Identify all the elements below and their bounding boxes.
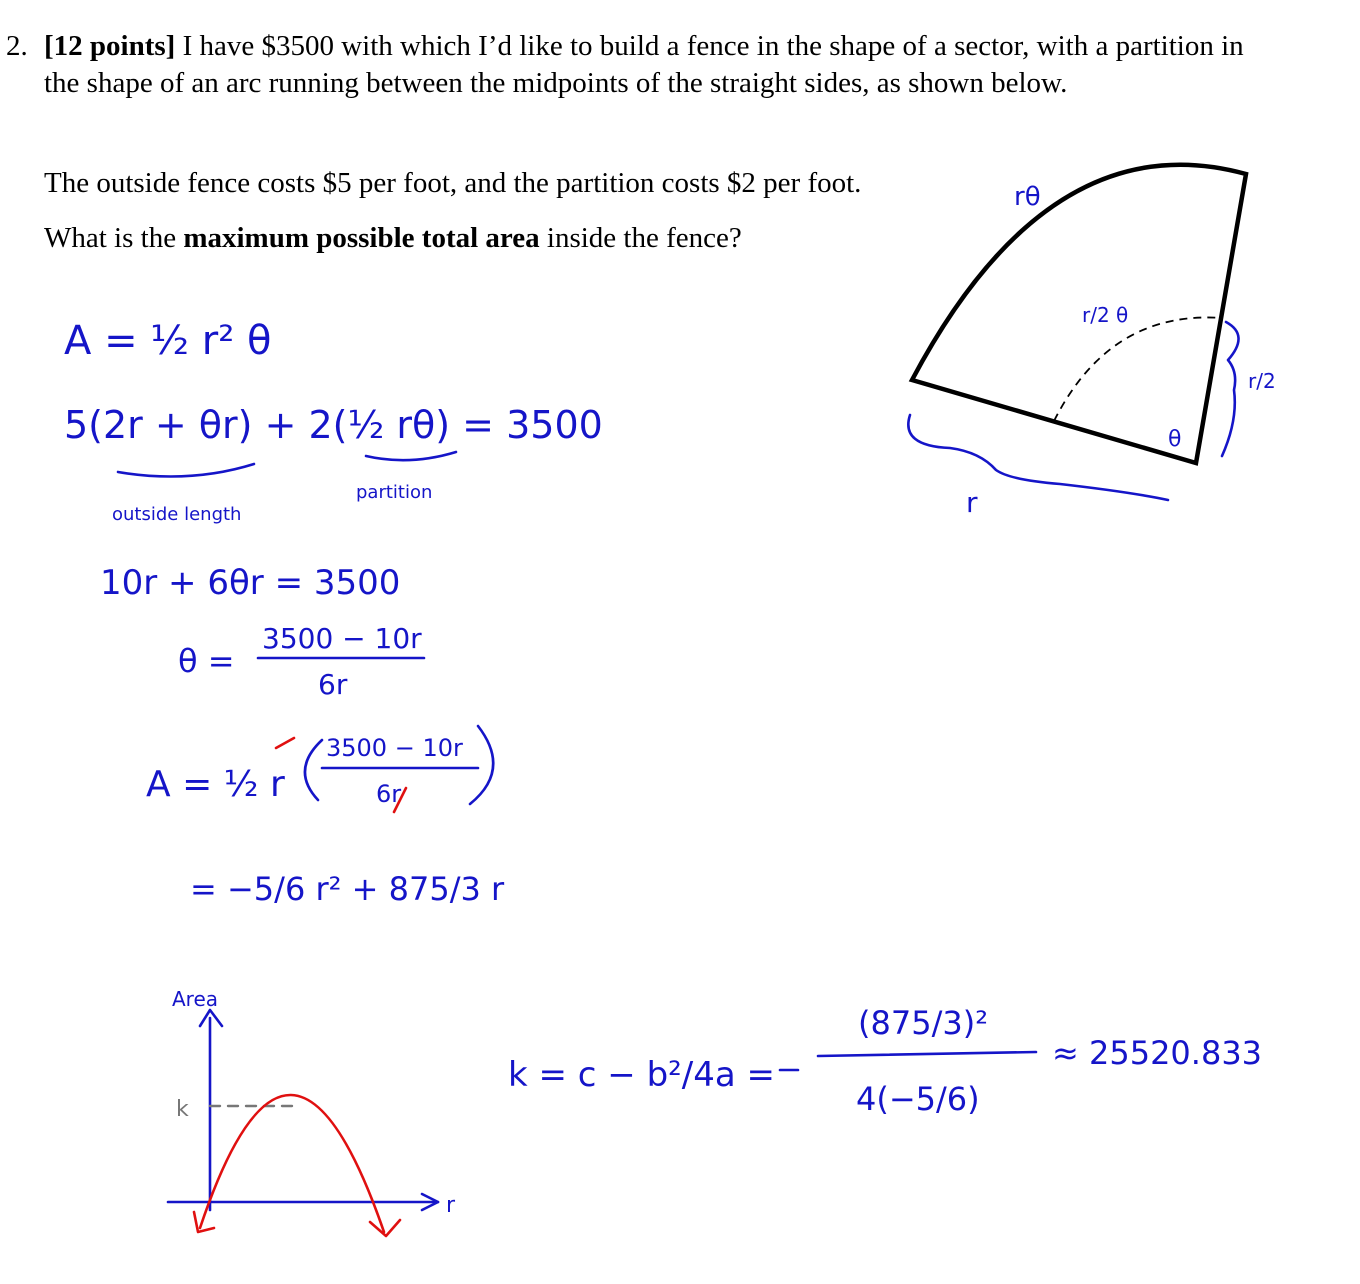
problem-number: 2.	[6, 30, 28, 62]
quadratic-form: = −5/6 r² + 875/3 r	[190, 870, 505, 908]
cost-equation: 5(2r + θr) + 2(½ rθ) = 3500	[64, 403, 603, 447]
half-side-label: r/2	[1248, 369, 1276, 393]
theta-lhs: θ =	[178, 642, 235, 680]
sector-diagram	[908, 165, 1275, 519]
graph-k-label: k	[176, 1097, 189, 1122]
vertex-formula: k = c − b²/4a =	[508, 1055, 776, 1095]
graph-y-label: Area	[172, 987, 219, 1011]
final-result: ≈ 25520.833	[1052, 1034, 1263, 1072]
half-side-brace	[1222, 322, 1239, 456]
simplified-equation: 10r + 6θr = 3500	[100, 563, 401, 603]
vertex-numerator: (875/3)²	[858, 1004, 989, 1042]
problem-text: I have $3500 with which I’d like to build a fence in the shape of a sector, with a partition in the shape of an arc running between the midpoints of the straight sides, as shown below.	[44, 30, 1244, 99]
parabola-graph	[168, 987, 456, 1236]
partition-label: partition	[356, 482, 433, 503]
area-sub-open-paren	[305, 740, 322, 800]
question-suffix: inside the fence?	[539, 222, 742, 254]
area-sub-close-paren	[470, 726, 493, 804]
sector-outline	[912, 165, 1246, 463]
vertex-denominator: 4(−5/6)	[856, 1080, 980, 1118]
arc-label: rθ	[1014, 182, 1041, 212]
parabola-curve	[200, 1095, 384, 1232]
theta-numerator: 3500 − 10r	[262, 622, 422, 655]
question-prefix: What is the	[44, 222, 184, 254]
graph-x-label: r	[446, 1193, 456, 1218]
vertex-fraction-bar	[818, 1052, 1036, 1056]
partition-brace	[366, 452, 456, 460]
partition-arc-label: r/2 θ	[1082, 303, 1129, 327]
angle-label: θ	[1168, 427, 1182, 452]
outside-length-label: outside length	[112, 504, 242, 525]
points-label: [12 points]	[44, 30, 176, 62]
radius-brace	[908, 415, 1168, 500]
parabola-right-arrow	[370, 1220, 400, 1236]
theta-denominator: 6r	[318, 668, 348, 701]
area-formula: A = ½ r² θ	[64, 318, 272, 364]
question-bold: maximum possible total area	[183, 222, 540, 254]
area-sub-denominator: 6r	[376, 780, 402, 808]
area-sub-lhs: A = ½ r	[146, 764, 285, 805]
outside-brace	[118, 464, 254, 477]
partition-arc	[1054, 317, 1222, 421]
radius-label: r	[966, 486, 978, 519]
cost-line: The outside fence costs $5 per foot, and the partition costs $2 per foot.	[44, 167, 862, 199]
area-sub-numerator: 3500 − 10r	[326, 734, 463, 762]
